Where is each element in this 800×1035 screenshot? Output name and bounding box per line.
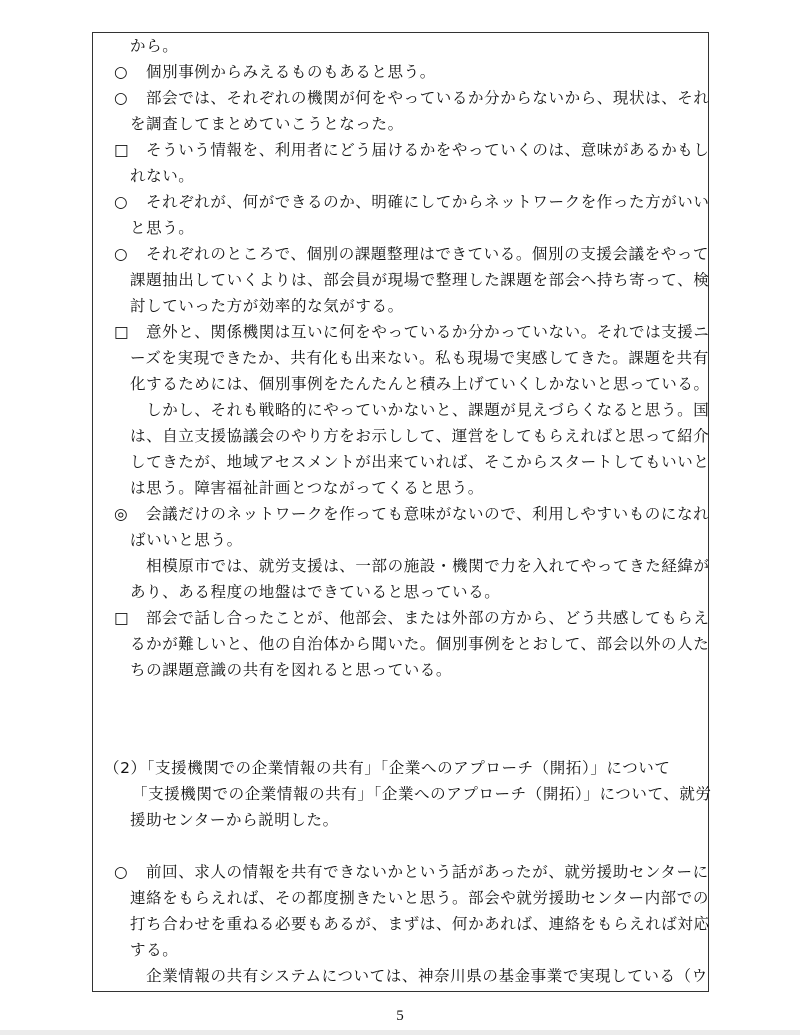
- item-marker: □: [114, 141, 129, 159]
- text-line: それぞれが、何ができるのか、明確にしてからネットワークを作った方がいい: [146, 193, 710, 211]
- text-line: 前回、求人の情報を共有できないかという話があったが、就労援助センターに: [146, 863, 709, 881]
- text-line: 相模原市では、就労支援は、一部の施設・機関で力を入れてやってきた経緯が: [130, 557, 710, 575]
- text-line: るかが難しいと、他の自治体から聞いた。個別事例をとおして、部会以外の人た: [130, 635, 710, 653]
- text-line: から。: [130, 37, 179, 55]
- item-marker: □: [114, 609, 129, 627]
- text-line: 部会で話し合ったことが、他部会、または外部の方から、どう共感してもらえ: [146, 609, 710, 627]
- text-line: ばいいと思う。: [130, 531, 243, 549]
- item-marker: □: [114, 323, 129, 341]
- text-line: 会議だけのネットワークを作っても意味がないので、利用しやすいものになれ: [146, 505, 710, 523]
- text-line: 討していった方が効率的な気がする。: [130, 297, 404, 315]
- section-intro-line: 援助センターから説明した。: [130, 811, 339, 829]
- text-line: ちの課題意識の共有を図れると思っている。: [130, 661, 453, 679]
- text-line: と思う。: [130, 219, 195, 237]
- text-line: は、自立支援協議会のやり方をお示しして、運営をしてもらえればと思って紹介: [130, 427, 710, 445]
- text-line: 個別事例からみえるものもあると思う。: [146, 63, 436, 81]
- text-line: 部会では、それぞれの機関が何をやっているか分からないから、現状は、それ: [146, 89, 710, 107]
- text-line: あり、ある程度の地盤はできていると思っている。: [130, 583, 501, 601]
- text-line: しかし、それも戦略的にやっていかないと、課題が見えづらくなると思う。国: [130, 401, 710, 419]
- item-marker: ○: [114, 89, 128, 107]
- text-line: は思う。障害福祉計画とつながってくると思う。: [130, 479, 484, 497]
- text-line: それぞれのところで、個別の課題整理はできている。個別の支援会議をやって: [146, 245, 710, 263]
- item-marker: ○: [114, 245, 128, 263]
- text-line: 連絡をもらえれば、その都度捌きたいと思う。部会や就労援助センター内部での: [130, 889, 709, 907]
- text-line: を調査してまとめていこうとなった。: [130, 115, 404, 133]
- text-line: してきたが、地域アセスメントが出来ていれば、そこからスタートしてもいいと: [130, 453, 710, 471]
- text-line: 課題抽出していくよりは、部会員が現場で整理した課題を部会へ持ち寄って、検: [130, 271, 710, 289]
- text-line: そういう情報を、利用者にどう届けるかをやっていくのは、意味があるかもし: [146, 141, 710, 159]
- text-line: する。: [130, 941, 179, 959]
- item-marker: ◎: [114, 505, 128, 523]
- bottom-scrollbar-strip: [0, 1030, 800, 1035]
- text-line: れない。: [130, 167, 195, 185]
- text-line: ーズを実現できたか、共有化も出来ない。私も現場で実感してきた。課題を共有: [130, 349, 709, 367]
- item-marker: ○: [114, 193, 128, 211]
- text-line: 化するためには、個別事例をたんたんと積み上げていくしかないと思っている。: [130, 375, 710, 393]
- text-line: 打ち合わせを重ねる必要もあるが、まずは、何かあれば、連絡をもらえれば対応: [130, 915, 710, 933]
- item-marker: ○: [114, 863, 128, 881]
- page-number: 5: [396, 1008, 404, 1024]
- text-line: 意外と、関係機関は互いに何をやっているか分かっていない。それでは支援ニ: [146, 323, 710, 341]
- text-line: 企業情報の共有システムについては、神奈川県の基金事業で実現している（ウ: [130, 967, 708, 985]
- item-marker: ○: [114, 63, 128, 81]
- section-intro-line: 「支援機関での企業情報の共有」「企業へのアプローチ（開拓）」について、就労: [132, 785, 712, 803]
- section-heading: （2）「支援機関での企業情報の共有」「企業へのアプローチ（開拓）」について: [104, 759, 671, 777]
